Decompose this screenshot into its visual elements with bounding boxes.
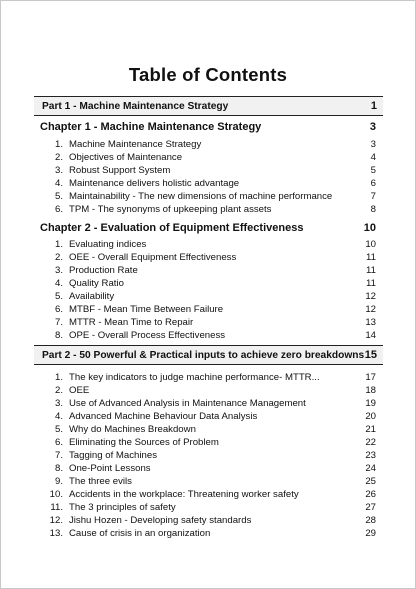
entry-number: 6.	[54, 304, 63, 315]
entry-number: 3.	[54, 265, 63, 276]
entry-title: Tagging of Machines	[69, 450, 157, 461]
part-1-heading	[34, 96, 383, 116]
entry-number: 1.	[54, 372, 63, 383]
entry-title: Advanced Machine Behaviour Data Analysis	[69, 411, 258, 422]
entry-number: 6.	[54, 204, 63, 215]
part-2-label: Part 2 - 50 Powerful & Practical inputs to achieve zero breakdowns	[42, 349, 365, 361]
toc-entry	[47, 151, 376, 164]
part-2-heading	[34, 345, 383, 365]
entry-page: 27	[365, 502, 376, 513]
entry-number: 6.	[54, 437, 63, 448]
entry-title: Eliminating the Sources of Problem	[69, 437, 219, 448]
toc-entry	[47, 329, 376, 342]
entry-title: Accidents in the workplace: Threatening worker safety	[69, 489, 299, 500]
toc-entry	[47, 514, 376, 527]
entry-title: The key indicators to judge machine performance- MTTR...	[69, 372, 320, 383]
toc-entry	[47, 436, 376, 449]
entry-page: 6	[370, 178, 376, 189]
chapter-2-heading	[40, 222, 376, 234]
entry-number: 5.	[54, 424, 63, 435]
entry-page: 11	[366, 278, 376, 289]
entry-page: 11	[366, 265, 376, 276]
entry-number: 1.	[54, 239, 63, 250]
entry-page: 28	[365, 515, 376, 526]
entry-title: Robust Support System	[69, 165, 171, 176]
part-2-page: 15	[364, 349, 377, 361]
entry-page: 22	[365, 437, 376, 448]
toc-entry	[47, 177, 376, 190]
toc-entry	[47, 251, 376, 264]
entry-number: 8.	[54, 463, 63, 474]
toc-entry	[47, 203, 376, 216]
entry-title: The 3 principles of safety	[69, 502, 176, 513]
entry-number: 2.	[54, 385, 63, 396]
entry-page: 24	[365, 463, 376, 474]
toc-entry	[47, 303, 376, 316]
toc-entry	[47, 462, 376, 475]
chapter-2-page: 10	[363, 222, 376, 234]
entry-page: 19	[365, 398, 376, 409]
entry-number: 13.	[49, 528, 63, 539]
entry-number: 4.	[54, 411, 63, 422]
entry-title: Objectives of Maintenance	[69, 152, 183, 163]
chapter-1-page: 3	[369, 121, 376, 133]
entry-title: OEE - Overall Equipment Effectiveness	[69, 252, 237, 263]
entry-title: MTBF - Mean Time Between Failure	[69, 304, 224, 315]
page-title: Table of Contents	[128, 64, 288, 85]
entry-page: 12	[365, 304, 376, 315]
part-1-page: 1	[370, 100, 377, 112]
entry-page: 26	[365, 489, 376, 500]
entry-title: Production Rate	[69, 265, 138, 276]
entry-page: 20	[365, 411, 376, 422]
entry-number: 4.	[54, 178, 63, 189]
chapter-1-label: Chapter 1 - Machine Maintenance Strategy	[40, 121, 262, 133]
entry-title: OEE	[69, 385, 90, 396]
toc-entry	[47, 488, 376, 501]
entry-number: 7.	[54, 450, 63, 461]
toc-entry	[47, 164, 376, 177]
entry-page: 4	[370, 152, 376, 163]
entry-page: 14	[365, 330, 376, 341]
toc-entry	[47, 475, 376, 488]
entry-title: Maintainability - The new dimensions of machine performance	[69, 191, 333, 202]
toc-entry	[47, 397, 376, 410]
toc-entry	[47, 316, 376, 329]
toc-entry	[47, 501, 376, 514]
entry-page: 10	[365, 239, 376, 250]
toc-entry	[47, 138, 376, 151]
entry-title: MTTR - Mean Time to Repair	[69, 317, 194, 328]
entry-number: 5.	[54, 191, 63, 202]
toc-entry	[47, 449, 376, 462]
entry-number: 2.	[54, 152, 63, 163]
toc-entry	[47, 290, 376, 303]
entry-title: Use of Advanced Analysis in Maintenance Management	[69, 398, 306, 409]
entry-number: 7.	[54, 317, 63, 328]
toc-entry	[47, 190, 376, 203]
entry-title: OPE - Overall Process Effectiveness	[69, 330, 226, 341]
toc-entry	[47, 264, 376, 277]
entry-title: TPM - The synonyms of upkeeping plant assets	[69, 204, 272, 215]
toc-entry	[47, 423, 376, 436]
toc-entry	[47, 277, 376, 290]
entry-title: Why do Machines Breakdown	[69, 424, 196, 435]
entry-page: 23	[365, 450, 376, 461]
entry-page: 12	[365, 291, 376, 302]
entry-number: 4.	[54, 278, 63, 289]
entry-page: 3	[370, 139, 376, 150]
entry-page: 17	[365, 372, 376, 383]
entry-number: 8.	[54, 330, 63, 341]
entry-number: 2.	[54, 252, 63, 263]
entry-number: 10.	[49, 489, 63, 500]
entry-page: 21	[365, 424, 376, 435]
toc-entry	[47, 527, 376, 540]
entry-number: 3.	[54, 165, 63, 176]
entry-number: 5.	[54, 291, 63, 302]
part-1-label: Part 1 - Machine Maintenance Strategy	[42, 100, 229, 112]
entry-page: 25	[365, 476, 376, 487]
entry-page: 18	[365, 385, 376, 396]
toc-entry	[47, 238, 376, 251]
entry-number: 12.	[49, 515, 63, 526]
entry-page: 5	[370, 165, 376, 176]
entry-title: One-Point Lessons	[69, 463, 151, 474]
chapter-2-label: Chapter 2 - Evaluation of Equipment Effectiveness	[40, 222, 304, 234]
chapter-1-heading	[40, 121, 376, 133]
entry-title: Jishu Hozen - Developing safety standards	[69, 515, 252, 526]
entry-number: 11.	[50, 502, 63, 513]
entry-number: 9.	[54, 476, 63, 487]
entry-page: 11	[366, 252, 376, 263]
entry-title: Cause of crisis in an organization	[69, 528, 211, 539]
entry-number: 3.	[54, 398, 63, 409]
entry-number: 1.	[54, 139, 63, 150]
entry-page: 8	[370, 204, 376, 215]
entry-title: Evaluating indices	[69, 239, 147, 250]
entry-page: 7	[370, 191, 376, 202]
entry-page: 29	[365, 528, 376, 539]
entry-title: Maintenance delivers holistic advantage	[69, 178, 240, 189]
entry-title: Machine Maintenance Strategy	[69, 139, 202, 150]
toc-entry	[47, 410, 376, 423]
toc-entry	[47, 371, 376, 384]
entry-title: The three evils	[69, 476, 132, 487]
entry-title: Availability	[69, 291, 115, 302]
entry-title: Quality Ratio	[69, 278, 124, 289]
toc-entry	[47, 384, 376, 397]
entry-page: 13	[365, 317, 376, 328]
